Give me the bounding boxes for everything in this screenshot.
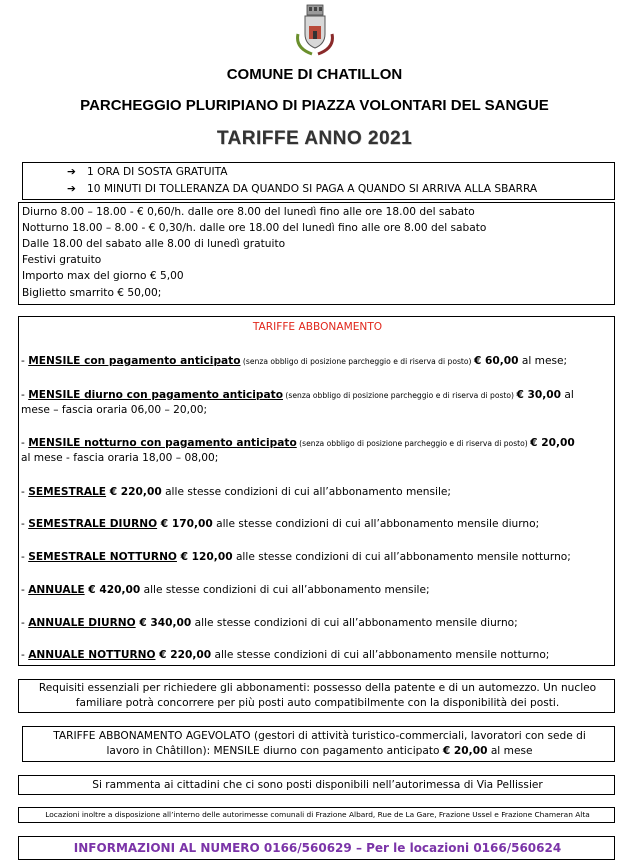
rate-line: Notturno 18.00 – 8.00 - € 0,30/h. dalle ore 18.00 del lunedì fino alle ore 8.00 del sabato bbox=[22, 222, 487, 234]
highlight-item: ➔ 1 ORA DI SOSTA GRATUITA bbox=[67, 166, 228, 178]
subscription-item: - ANNUALE DIURNO € 340,00 alle stesse condizioni di cui all’abbonamento mensile diurno; bbox=[21, 617, 518, 629]
municipality-title: COMUNE DI CHATILLON bbox=[226, 66, 403, 83]
subscription-item: - MENSILE con pagamento anticipato (senza obbligo di posizione parcheggio e di riserva di posto) € 60,00 al mese; bbox=[21, 355, 568, 367]
info-box bbox=[18, 836, 615, 860]
requirements-line: familiare potrà concorrere per più posti auto compatibilmente con la disponibilità dei posti. bbox=[75, 697, 560, 709]
highlight-item: ➔ 10 MINUTI DI TOLLERANZA DA QUANDO SI PAGA A QUANDO SI ARRIVA ALLA SBARRA bbox=[67, 183, 538, 195]
locations-box bbox=[18, 807, 615, 823]
subscription-item: - SEMESTRALE € 220,00 alle stesse condizioni di cui all’abbonamento mensile; bbox=[21, 486, 452, 498]
locations-text: Locazioni inoltre a disposizione all’interno delle autorimesse comunali di Frazione Albard, Rue de La Gare, Frazione Ussel e Frazione Chameran Alta bbox=[45, 810, 590, 819]
subscription-item: - MENSILE notturno con pagamento anticipato (senza obbligo di posizione parcheggio e di riserva di posto) € 20,00 al mese - fascia oraria 18,00 – 08,00; bbox=[21, 437, 575, 464]
subscription-item: - ANNUALE € 420,00 alle stesse condizioni di cui all’abbonamento mensile; bbox=[21, 584, 430, 596]
rate-line: Importo max del giorno € 5,00 bbox=[22, 270, 184, 282]
rate-line: Biglietto smarrito € 50,00; bbox=[22, 287, 162, 299]
parking-title: PARCHEGGIO PLURIPIANO DI PIAZZA VOLONTARI DEL SANGUE bbox=[80, 97, 549, 114]
agevolato-box bbox=[22, 726, 615, 762]
subscriptions-title: TARIFFE ABBONAMENTO bbox=[252, 321, 383, 333]
rates-box bbox=[18, 202, 615, 305]
arrow-right-icon: ➔ bbox=[67, 183, 76, 195]
subscription-item: - SEMESTRALE NOTTURNO € 120,00 alle stesse condizioni di cui all’abbonamento mensile notturno; bbox=[21, 551, 571, 563]
subscription-item: - SEMESTRALE DIURNO € 170,00 alle stesse condizioni di cui all’abbonamento mensile diurno; bbox=[21, 518, 540, 530]
municipal-crest-icon bbox=[294, 4, 336, 60]
reminder-box bbox=[18, 775, 615, 795]
subscription-item: - ANNUALE NOTTURNO € 220,00 alle stesse condizioni di cui all’abbonamento mensile notturno; bbox=[21, 649, 550, 661]
reminder-text: Si rammenta ai cittadini che ci sono posti disponibili nell’autorimessa di Via Pellissier bbox=[92, 779, 543, 791]
info-text: INFORMAZIONI AL NUMERO 0166/560629 – Per le locazioni 0166/560624 bbox=[73, 841, 562, 855]
requirements-line: Requisiti essenziali per richiedere gli abbonamenti: possesso della patente e di un automezzo. Un nucleo bbox=[38, 682, 597, 694]
arrow-right-icon: ➔ bbox=[67, 166, 76, 178]
agevolato-line: lavoro in Châtillon): MENSILE diurno con pagamento anticipato € 20,00 al mese bbox=[106, 745, 533, 757]
subscription-item: - MENSILE diurno con pagamento anticipato (senza obbligo di posizione parcheggio e di riserva di posto) € 30,00 al mese – fascia oraria 06,00 – 20,00; bbox=[21, 389, 574, 416]
tariffs-title: TARIFFE ANNO 2021 bbox=[216, 128, 413, 149]
rate-line: Festivi gratuito bbox=[22, 254, 102, 266]
rate-line: Diurno 8.00 – 18.00 - € 0,60/h. dalle ore 8.00 del lunedì fino alle ore 18.00 del sabato bbox=[22, 206, 475, 218]
highlights-box bbox=[22, 162, 615, 200]
agevolato-line: TARIFFE ABBONAMENTO AGEVOLATO (gestori di attività turistico-commerciali, lavoratori con sede di bbox=[53, 730, 586, 742]
rate-line: Dalle 18.00 del sabato alle 8.00 di lunedì gratuito bbox=[22, 238, 286, 250]
requirements-box bbox=[18, 679, 615, 713]
